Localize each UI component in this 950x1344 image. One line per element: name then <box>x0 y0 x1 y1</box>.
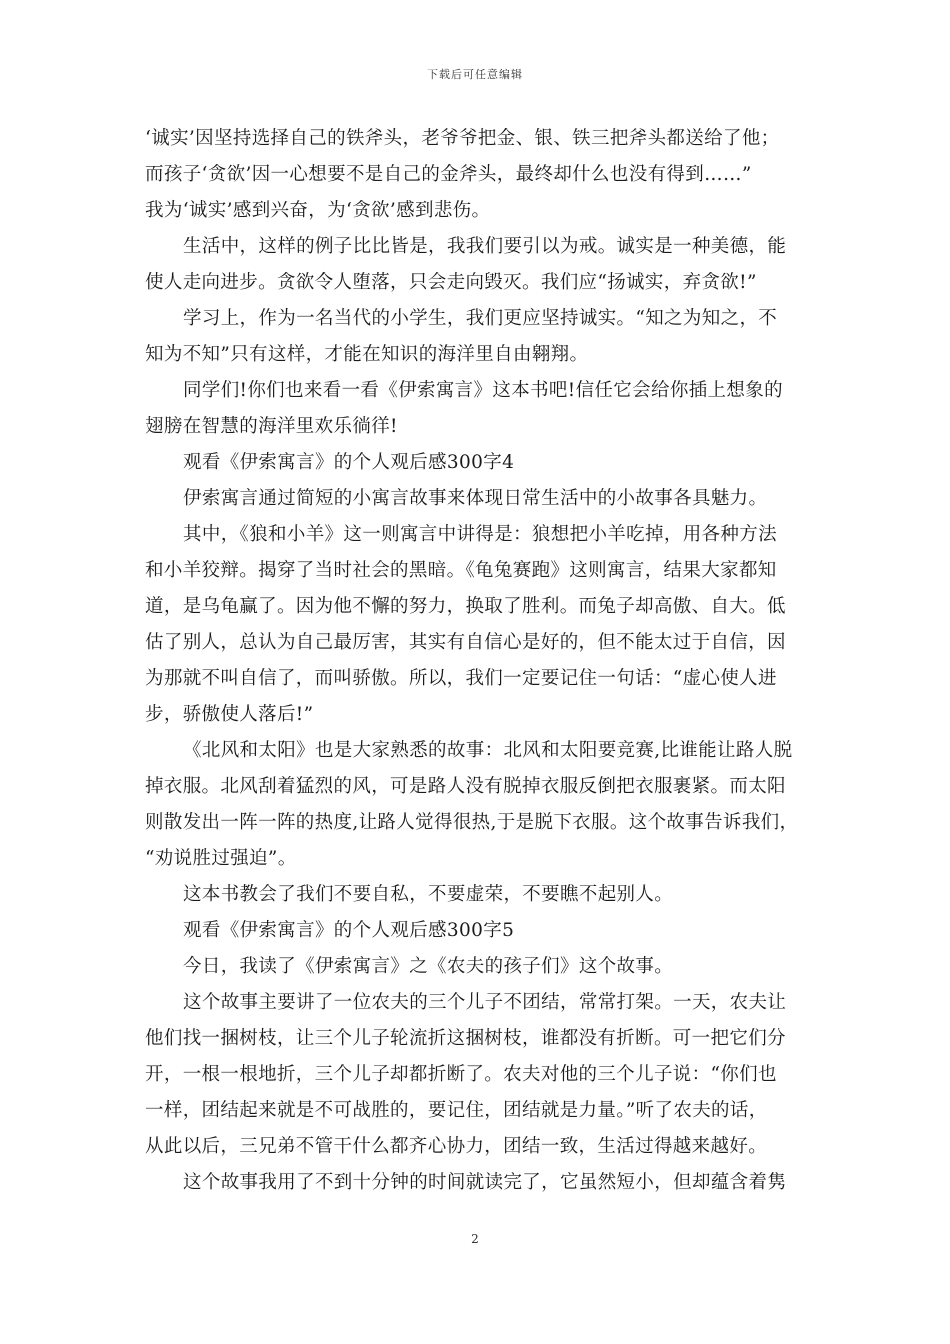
text-line: “劝说胜过强迫”。 <box>145 848 297 869</box>
text-line: 学习上，作为一名当代的小学生，我们更应坚持诚实。“知之为知之，不 <box>183 308 778 329</box>
text-line: 生活中，这样的例子比比皆是，我我们要引以为戒。诚实是一种美德，能 <box>183 236 787 257</box>
text-line: 掉衣服。北风刮着猛烈的风，可是路人没有脱掉衣服反倒把衣服裹紧。而太阳 <box>145 776 786 797</box>
text-line: 今日，我读了《伊索寓言》之《农夫的孩子们》这个故事。 <box>183 956 674 977</box>
text-line: 我为‘诚实’感到兴奋，为‘贪欲’感到悲伤。 <box>145 200 491 221</box>
text-line: 这个故事我用了不到十分钟的时间就读完了，它虽然短小，但却蕴含着隽 <box>183 1172 787 1193</box>
text-line: 从此以后，三兄弟不管干什么都齐心协力，团结一致，生活过得越来越好。 <box>145 1136 768 1157</box>
text-line: 伊索寓言通过简短的小寓言故事来体现日常生活中的小故事各具魅力。 <box>183 488 768 509</box>
text-line: 这本书教会了我们不要自私，不要虚荣，不要瞧不起别人。 <box>183 884 674 905</box>
text-line: 为那就不叫自信了，而叫骄傲。所以，我们一定要记住一句话：“虚心使人进 <box>145 668 777 689</box>
page-header: 下载后可任意编辑 <box>427 68 523 81</box>
text-line: ‘诚实’因坚持选择自己的铁斧头，老爷爷把金、银、铁三把斧头都送给了他； <box>145 128 780 149</box>
text-line: 和小羊狡辩。揭穿了当时社会的黑暗。《龟兔赛跑》这则寓言，结果大家都知 <box>145 560 777 581</box>
text-line: 而孩子‘贪欲’因一心想要不是自己的金斧头，最终却什么也没有得到……” <box>145 164 752 185</box>
text-line: 观看《伊索寓言》的个人观后感300字4 <box>183 452 515 473</box>
text-line: 他们找一捆树枝，让三个儿子轮流折这捆树枝，谁都没有折断。可一把它们分 <box>145 1028 786 1049</box>
text-line: 同学们!你们也来看一看《伊索寓言》这本书吧!信任它会给你插上想象的 <box>183 380 783 401</box>
document-body <box>145 121 815 1201</box>
text-line: 观看《伊索寓言》的个人观后感300字5 <box>183 920 515 941</box>
text-line: 翅膀在智慧的海洋里欢乐徜徉! <box>145 416 398 437</box>
text-line: 估了别人，总认为自己最厉害，其实有自信心是好的，但不能太过于自信，因 <box>145 632 786 653</box>
text-line: 使人走向进步。贪欲令人堕落，只会走向毁灭。我们应“扬诚实，弃贪欲!” <box>145 272 757 293</box>
text-line: 《北风和太阳》也是大家熟悉的故事：北风和太阳要竞赛,比谁能让路人脱 <box>183 740 793 761</box>
text-line: 一样，团结起来就是不可战胜的，要记住，团结就是力量。”听了农夫的话， <box>145 1100 768 1121</box>
text-line: 道，是乌龟赢了。因为他不懈的努力，换取了胜利。而兔子却高傲、自大。低 <box>145 596 786 617</box>
text-line: 知为不知”只有这样，才能在知识的海洋里自由翱翔。 <box>145 344 589 365</box>
text-line: 步，骄傲使人落后!” <box>145 704 314 725</box>
page-number: 2 <box>471 1232 479 1246</box>
text-line: 开，一根一根地折，三个儿子却都折断了。农夫对他的三个儿子说：“你们也 <box>145 1064 777 1085</box>
text-line: 这个故事主要讲了一位农夫的三个儿子不团结，常常打架。一天，农夫让 <box>183 992 787 1013</box>
text-line: 则散发出一阵一阵的热度,让路人觉得很热,于是脱下衣服。这个故事告诉我们， <box>145 812 799 833</box>
text-line: 其中，《狼和小羊》这一则寓言中讲得是：狼想把小羊吃掉，用各种方法 <box>183 524 777 545</box>
